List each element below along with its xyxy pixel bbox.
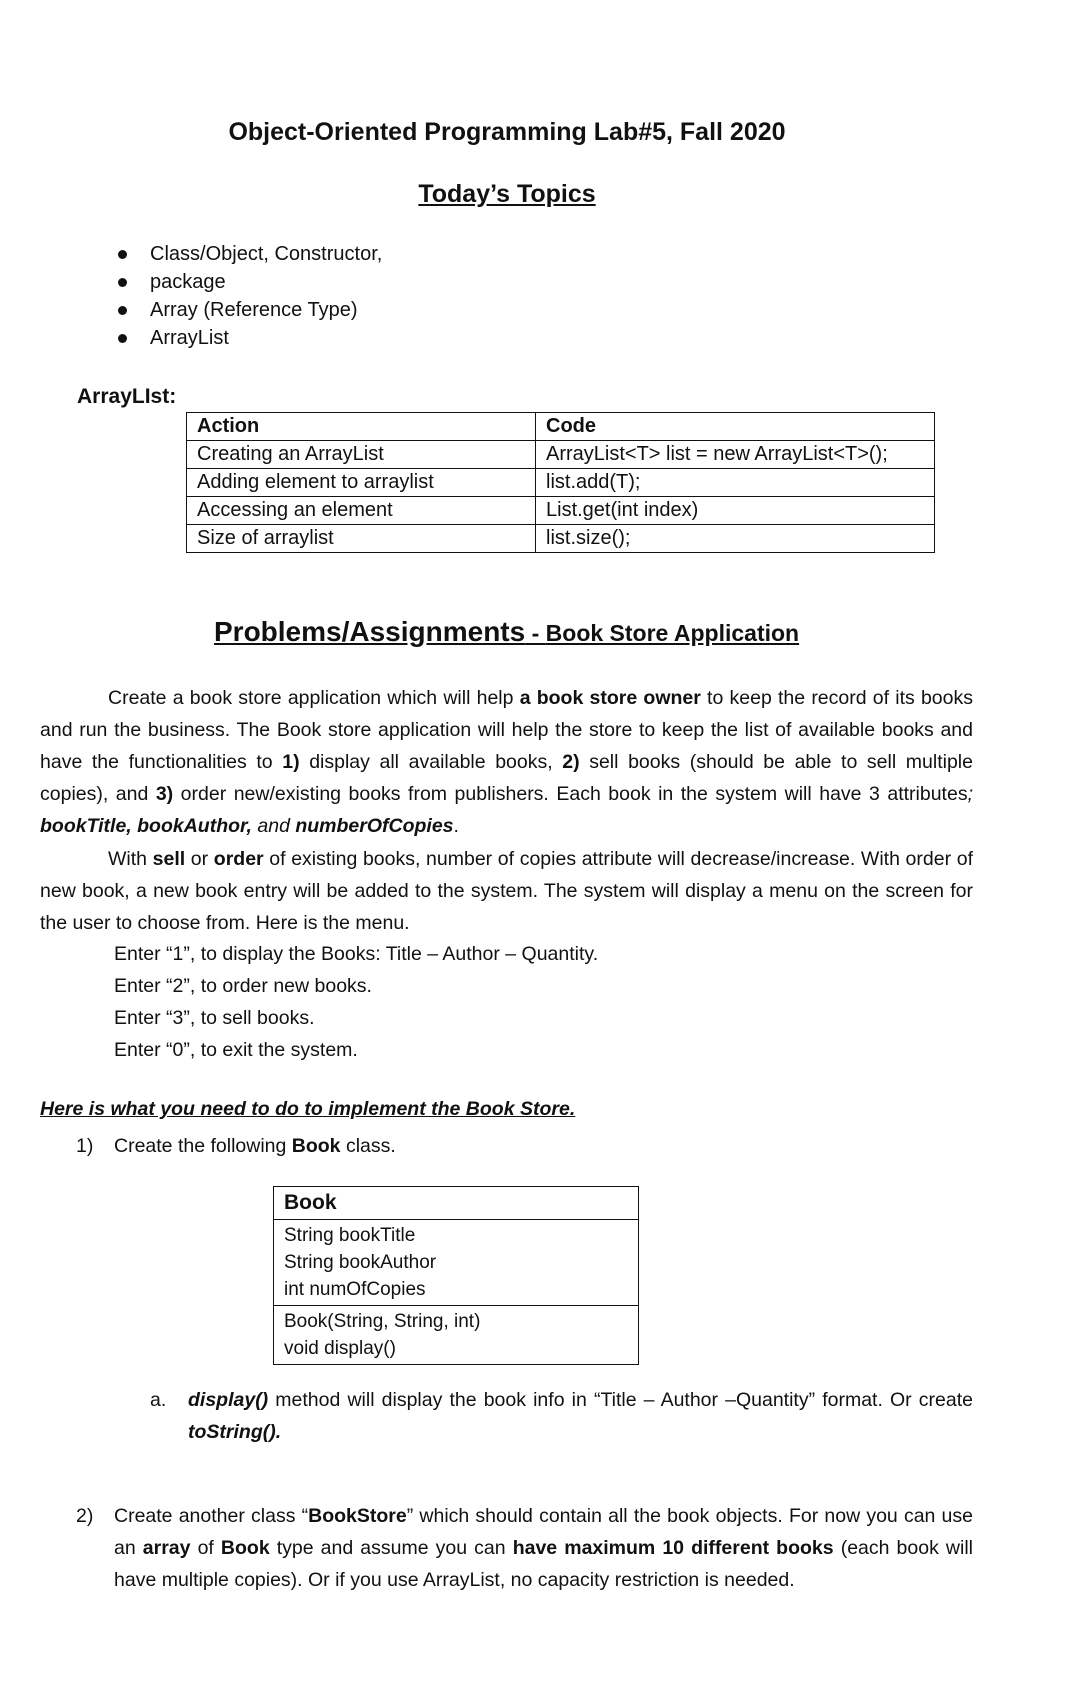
- text-run: ” which should contain all the book objects. For now you can use an: [114, 1505, 973, 1559]
- sub-item-text: [188, 1384, 973, 1448]
- topic-item: package: [118, 268, 382, 296]
- text-run: With: [108, 848, 153, 870]
- table-row: [187, 441, 935, 469]
- class-methods: [274, 1306, 638, 1364]
- bold-run: sell: [152, 848, 186, 870]
- bold-italic-run: bookTitle, bookAuthor,: [40, 815, 252, 837]
- bold-run: Book: [220, 1537, 270, 1559]
- problems-heading-dash: -: [525, 620, 546, 646]
- table-cell: List.get(int index): [536, 497, 935, 525]
- italic-run: ;: [967, 783, 973, 805]
- problems-heading-sub: Book Store Application: [545, 620, 800, 646]
- text-run: .: [453, 815, 459, 837]
- bold-run: BookStore: [308, 1505, 407, 1527]
- topic-item: Class/Object, Constructor,: [118, 240, 382, 268]
- menu-line: Enter “2”, to order new books.: [114, 975, 372, 997]
- class-fields: [274, 1220, 638, 1306]
- text-run: class.: [340, 1135, 396, 1157]
- bold-italic-run: numberOfCopies: [295, 815, 454, 837]
- table-cell: Creating an ArrayList: [187, 441, 536, 469]
- table-row: [187, 469, 935, 497]
- menu-list: [114, 938, 598, 1066]
- arraylist-table: [186, 412, 935, 553]
- table-row: [187, 525, 935, 553]
- table-cell: ArrayList<T> list = new ArrayList<T>();: [536, 441, 935, 469]
- menu-line: Enter “0”, to exit the system.: [114, 1039, 358, 1061]
- class-method: Book(String, String, int): [284, 1311, 481, 1332]
- table-cell: Adding element to arraylist: [187, 469, 536, 497]
- bold-run: 3): [155, 783, 174, 805]
- table-cell: Size of arraylist: [187, 525, 536, 553]
- bold-run: array: [142, 1537, 191, 1559]
- text-run: of: [190, 1537, 221, 1559]
- topic-item: Array (Reference Type): [118, 296, 382, 324]
- topic-item: ArrayList: [118, 324, 382, 352]
- bold-run: have maximum 10 different books: [512, 1537, 834, 1559]
- text-run: of existing books, number of copies attribute will decrease/increase. With order of new book, a new book entry will be added to the system. The system will display a menu on the screen for the user to choose from. Here is the menu.: [40, 848, 973, 934]
- class-field: String bookAuthor: [284, 1252, 437, 1273]
- class-field: String bookTitle: [284, 1225, 416, 1246]
- implementation-heading: Here is what you need to do to implement the Book Store.: [40, 1098, 576, 1120]
- step-2: [76, 1500, 973, 1596]
- table-cell: list.add(T);: [536, 469, 935, 497]
- table-header-row: [187, 413, 935, 441]
- topics-list: [118, 240, 382, 352]
- sub-item-a: [150, 1384, 973, 1448]
- text-run: Create the following: [114, 1135, 292, 1157]
- step-number: 2): [76, 1505, 94, 1527]
- bold-italic-run: toString().: [188, 1421, 282, 1443]
- bold-run: order: [213, 848, 264, 870]
- text-run: or: [185, 848, 214, 870]
- text-run: to keep the record of its books and run the business. The Book store application will help the store to keep the list of available books and have the functionalities to: [40, 687, 973, 773]
- bold-run: Book: [291, 1135, 341, 1157]
- bold-run: 2): [562, 751, 580, 773]
- text-run: Create a book store application which will help: [108, 687, 520, 709]
- step-number: 1): [76, 1135, 94, 1157]
- step-text: [114, 1500, 973, 1596]
- text-run: method will display the book info in “Title – Author –Quantity” format. Or create: [268, 1389, 973, 1411]
- table-header-cell: Code: [536, 413, 935, 441]
- class-method: void display(): [284, 1338, 396, 1359]
- italic-run: and: [251, 815, 296, 837]
- text-run: Create another class “: [114, 1505, 309, 1527]
- menu-line: Enter “1”, to display the Books: Title – Author – Quantity.: [114, 943, 599, 965]
- table-cell: list.size();: [536, 525, 935, 553]
- text-run: sell books (should be able to sell multiple copies), and: [40, 751, 973, 805]
- book-class-diagram: [273, 1186, 639, 1365]
- class-field: int numOfCopies: [284, 1279, 426, 1300]
- problems-heading-main: Problems/Assignments: [214, 616, 526, 647]
- text-run: order new/existing books from publishers. Each book in the system will have 3 attributes: [173, 783, 968, 805]
- problems-heading: [214, 616, 799, 648]
- arraylist-label: ArrayLIst:: [77, 385, 177, 408]
- text-run: display all available books,: [299, 751, 563, 773]
- text-run: type and assume you can: [269, 1537, 513, 1559]
- topics-heading: Today’s Topics: [418, 180, 596, 208]
- class-name: Book: [274, 1187, 638, 1220]
- bold-run: a book store owner: [519, 687, 701, 709]
- page-title: Object-Oriented Programming Lab#5, Fall 2020: [228, 118, 786, 146]
- intro-paragraph: [40, 682, 973, 842]
- bold-run: 1): [282, 751, 300, 773]
- text-run: (each book will have multiple copies). Or if you use ArrayList, no capacity restriction is needed.: [114, 1537, 974, 1591]
- sub-item-label: a.: [150, 1389, 167, 1411]
- step-1: [76, 1130, 396, 1162]
- bold-italic-run: display(): [188, 1389, 269, 1411]
- table-cell: Accessing an element: [187, 497, 536, 525]
- table-row: [187, 497, 935, 525]
- menu-intro-paragraph: [40, 843, 973, 939]
- menu-line: Enter “3”, to sell books.: [114, 1007, 315, 1029]
- table-header-cell: Action: [187, 413, 536, 441]
